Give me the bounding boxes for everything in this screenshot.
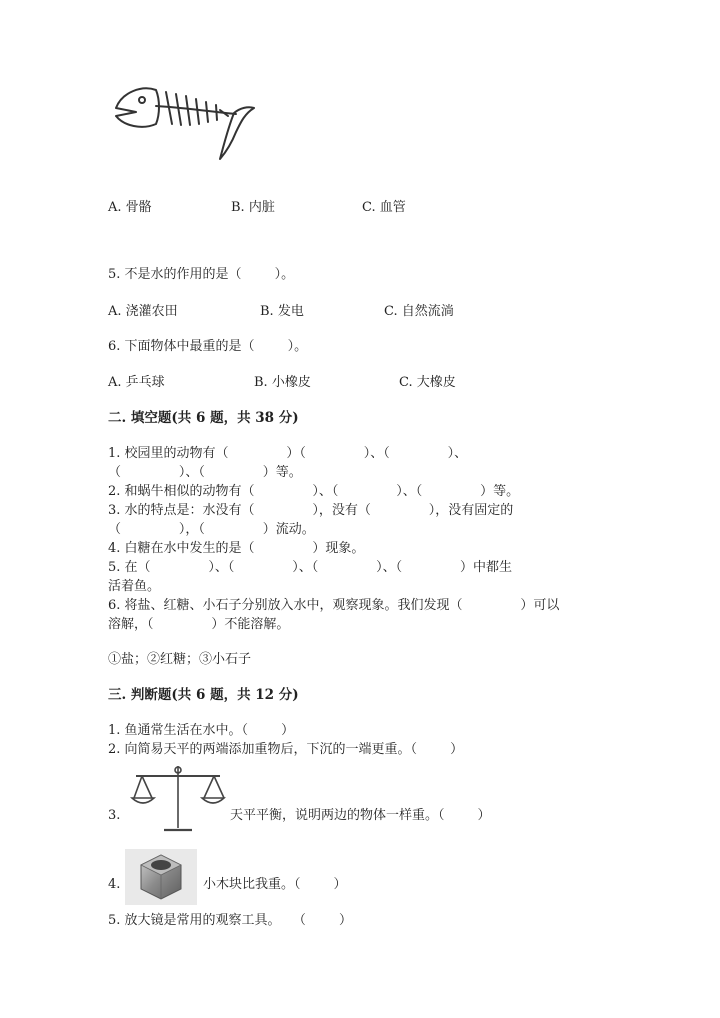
q6-option-c: C. 大橡皮 bbox=[399, 375, 456, 390]
q5-stem: 5. 不是水的作用的是（ ）。 bbox=[108, 267, 295, 282]
fish-skeleton-image bbox=[108, 80, 256, 164]
fill-line: 4. 白糖在水中发生的是（ ）现象。 bbox=[108, 541, 365, 556]
fill-line: 溶解，（ ）不能溶解。 bbox=[108, 617, 290, 632]
section3-title: 三. 判断题(共 6 题，共 12 分) bbox=[108, 687, 299, 703]
q6-option-b: B. 小橡皮 bbox=[254, 375, 311, 390]
judge-q4-number: 4. bbox=[108, 877, 121, 892]
fill-line: 1. 校园里的动物有（ ）（ ）、（ ）、 bbox=[108, 446, 468, 461]
fill-line: 2. 和蜗牛相似的动物有（ ）、（ ）、（ ）等。 bbox=[108, 484, 520, 499]
q4-option-b: B. 内脏 bbox=[231, 200, 275, 215]
fill-footnote: ①盐；②红糖；③小石子 bbox=[108, 652, 252, 667]
q4-option-c: C. 血管 bbox=[362, 200, 406, 215]
judge-q2: 2. 向简易天平的两端添加重物后，下沉的一端更重。（ ） bbox=[108, 742, 464, 757]
fill-line: （ ）、（ ）等。 bbox=[108, 465, 302, 480]
hex-nut-image bbox=[125, 849, 197, 905]
fill-line: 6. 将盐、红糖、小石子分别放入水中，观察现象。我们发现（ ）可以 bbox=[108, 598, 560, 613]
q5-option-a: A. 浇灌农田 bbox=[108, 304, 178, 319]
q6-stem: 6. 下面物体中最重的是（ ）。 bbox=[108, 339, 308, 354]
judge-q5: 5. 放大镜是常用的观察工具。 （ ） bbox=[108, 913, 352, 928]
q5-option-c: C. 自然流淌 bbox=[384, 304, 454, 319]
q4-option-a: A. 骨骼 bbox=[108, 200, 152, 215]
judge-q3: 天平平衡，说明两边的物体一样重。（ ） bbox=[230, 808, 491, 823]
judge-q4: 小木块比我重。（ ） bbox=[203, 877, 347, 892]
q6-option-a: A. 乒乓球 bbox=[108, 375, 165, 390]
judge-q3-number: 3. bbox=[108, 808, 121, 823]
fill-line: 活着鱼。 bbox=[108, 579, 161, 594]
fill-line: 5. 在（ ）、（ ）、（ ）、（ ）中都生 bbox=[108, 560, 512, 575]
judge-q1: 1. 鱼通常生活在水中。（ ） bbox=[108, 723, 295, 738]
section2-title: 二. 填空题(共 6 题，共 38 分) bbox=[108, 410, 299, 426]
fill-line: 3. 水的特点是：水没有（ ），没有（ ），没有固定的 bbox=[108, 503, 514, 518]
fill-line: （ ），（ ）流动。 bbox=[108, 522, 315, 537]
q5-option-b: B. 发电 bbox=[260, 304, 304, 319]
balance-scale-image bbox=[130, 762, 226, 834]
